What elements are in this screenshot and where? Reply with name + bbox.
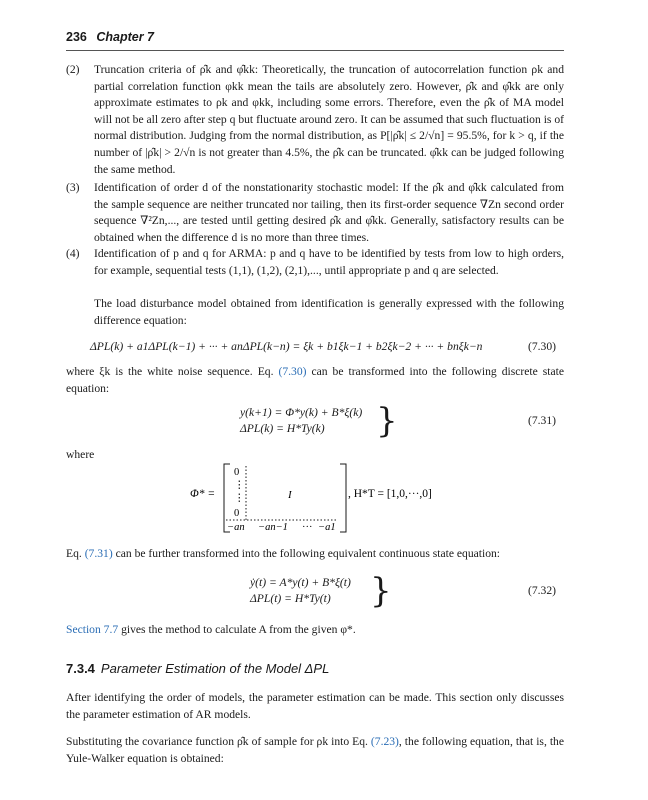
phi-label: Φ* = bbox=[190, 488, 216, 500]
text: can be further transformed into the following equivalent continuous state equation: bbox=[112, 547, 501, 560]
list-item-number: (2) bbox=[66, 63, 80, 76]
equation-7-30: ΔPL(k) + a1ΔPL(k−1) + ··· + anΔPL(k−n) = ξk + b1ξk−1 + b2ξk−2 + ··· + bnξk−n bbox=[90, 340, 483, 353]
text: can be transformed into the following discrete state equation: bbox=[66, 365, 564, 395]
paragraph-load-model: The load disturbance model obtained from identification is generally expressed with the following difference equation: bbox=[94, 297, 564, 327]
paragraph-where-white-noise bbox=[66, 364, 564, 397]
matrix-cell: ··· bbox=[302, 522, 313, 533]
matrix-cell: 0 bbox=[234, 467, 240, 478]
matrix-cell: −a1 bbox=[318, 522, 336, 533]
section-heading bbox=[66, 661, 329, 676]
list-item-text: Identification of order d of the nonstationarity stochastic model: If the ρ̂k and φ̂kk calculated from the sample sequence are neither truncated nor tailing, then its first-order sequence ∇Zn second order sequence ∇²Zn,..., are tested until getting desired ρ̂k and φ̂kk. Generally, satisfactory results can be obtained when the difference d is no more than three times. bbox=[94, 181, 564, 244]
where-label: where bbox=[66, 448, 95, 461]
equation-7-32-line1: ẏ(t) = A*y(t) + B*ξ(t) bbox=[250, 576, 351, 589]
list-item-2 bbox=[66, 62, 564, 178]
identity-block: I bbox=[288, 489, 292, 501]
equation-number-7-30: (7.30) bbox=[528, 340, 557, 353]
equation-7-31-line1: y(k+1) = Φ*y(k) + B*ξ(k) bbox=[240, 406, 363, 419]
text: where ξk is the white noise sequence. Eq. bbox=[66, 365, 279, 378]
matrix-cell: 0 bbox=[234, 508, 240, 519]
page-header bbox=[66, 30, 154, 44]
section-title: Parameter Estimation of the Model ΔPL bbox=[100, 661, 330, 676]
text: , the following equation, that is, the Yule-Walker equation is obtained: bbox=[66, 735, 564, 765]
text: Eq. bbox=[66, 547, 85, 560]
equation-7-32-line2: ΔPL(t) = H*Ty(t) bbox=[250, 592, 331, 605]
right-bracket bbox=[340, 464, 346, 532]
paragraph-after-identifying: After identifying the order of models, the parameter estimation can be made. This section only discusses the parameter estimation of AR models. bbox=[66, 691, 564, 721]
section-number: 7.3.4 bbox=[66, 661, 95, 676]
phi-matrix bbox=[170, 460, 550, 540]
matrix-cell: −an−1 bbox=[258, 522, 288, 533]
equation-7-31-line2: ΔPL(k) = H*Ty(k) bbox=[240, 422, 325, 435]
matrix-cell: ⋮ bbox=[234, 493, 245, 504]
page-number: 236 bbox=[66, 30, 87, 44]
header-rule bbox=[66, 50, 564, 51]
list-item-number: (3) bbox=[66, 181, 80, 194]
list-item-4 bbox=[66, 246, 564, 279]
text: Substituting the covariance function ρ̂k of sample for ρk into Eq. bbox=[66, 735, 371, 748]
matrix-cell: ⋮ bbox=[234, 480, 245, 491]
paragraph-substituting bbox=[66, 734, 564, 767]
eq-link-7-31[interactable]: (7.31) bbox=[84, 547, 113, 560]
paragraph-eq-7-31 bbox=[66, 546, 564, 563]
list-item-3 bbox=[66, 180, 564, 246]
equation-number-7-31: (7.31) bbox=[528, 414, 557, 427]
text: gives the method to calculate A from the given φ*. bbox=[118, 623, 356, 636]
list-item-text: Truncation criteria of ρ̂k and φ̂kk: Theoretically, the truncation of autocorrelation function ρk and partial correlation function φkk mean the tails are absolutely zero. However, ρ̂k and φ̂kk are only approximate estimates to ρk and φkk, including some errors. Therefore, even the ρ̂k of MA model will not be all zero after step q but fluctuate around zero. It can be assumed that such fluctuation is of normal distribution. Judging from the normal distribution, as P[|ρ̂k| ≤ 2/√n] = 95.5%, for k > q, if the number of |ρ̂k| > 2/√n is not greater than 4.5%, the ρ̂k can be truncated. φ̂kk can be judged following the same method. bbox=[94, 63, 564, 176]
matrix-cell: −an bbox=[227, 522, 245, 533]
eq-link-7-30[interactable]: (7.30) bbox=[278, 365, 307, 378]
list-item-number: (4) bbox=[66, 247, 80, 260]
h-label: , H*T = [1,0,···,0] bbox=[348, 488, 432, 500]
equation-number-7-32: (7.32) bbox=[528, 584, 557, 597]
list-item-text: Identification of p and q for ARMA: p and q have to be identified by tests from low to high orders, for example, sequential tests (1,1), (1,2), (2,1),..., until appropriate p and q are selected. bbox=[94, 247, 564, 277]
right-brace: } bbox=[376, 401, 398, 441]
chapter-title: Chapter 7 bbox=[96, 30, 154, 44]
right-brace: } bbox=[370, 571, 392, 611]
eq-link-7-23[interactable]: (7.23) bbox=[370, 735, 399, 748]
section-link-7-7[interactable]: Section 7.7 bbox=[66, 623, 119, 636]
paragraph-section-ref bbox=[66, 622, 564, 639]
